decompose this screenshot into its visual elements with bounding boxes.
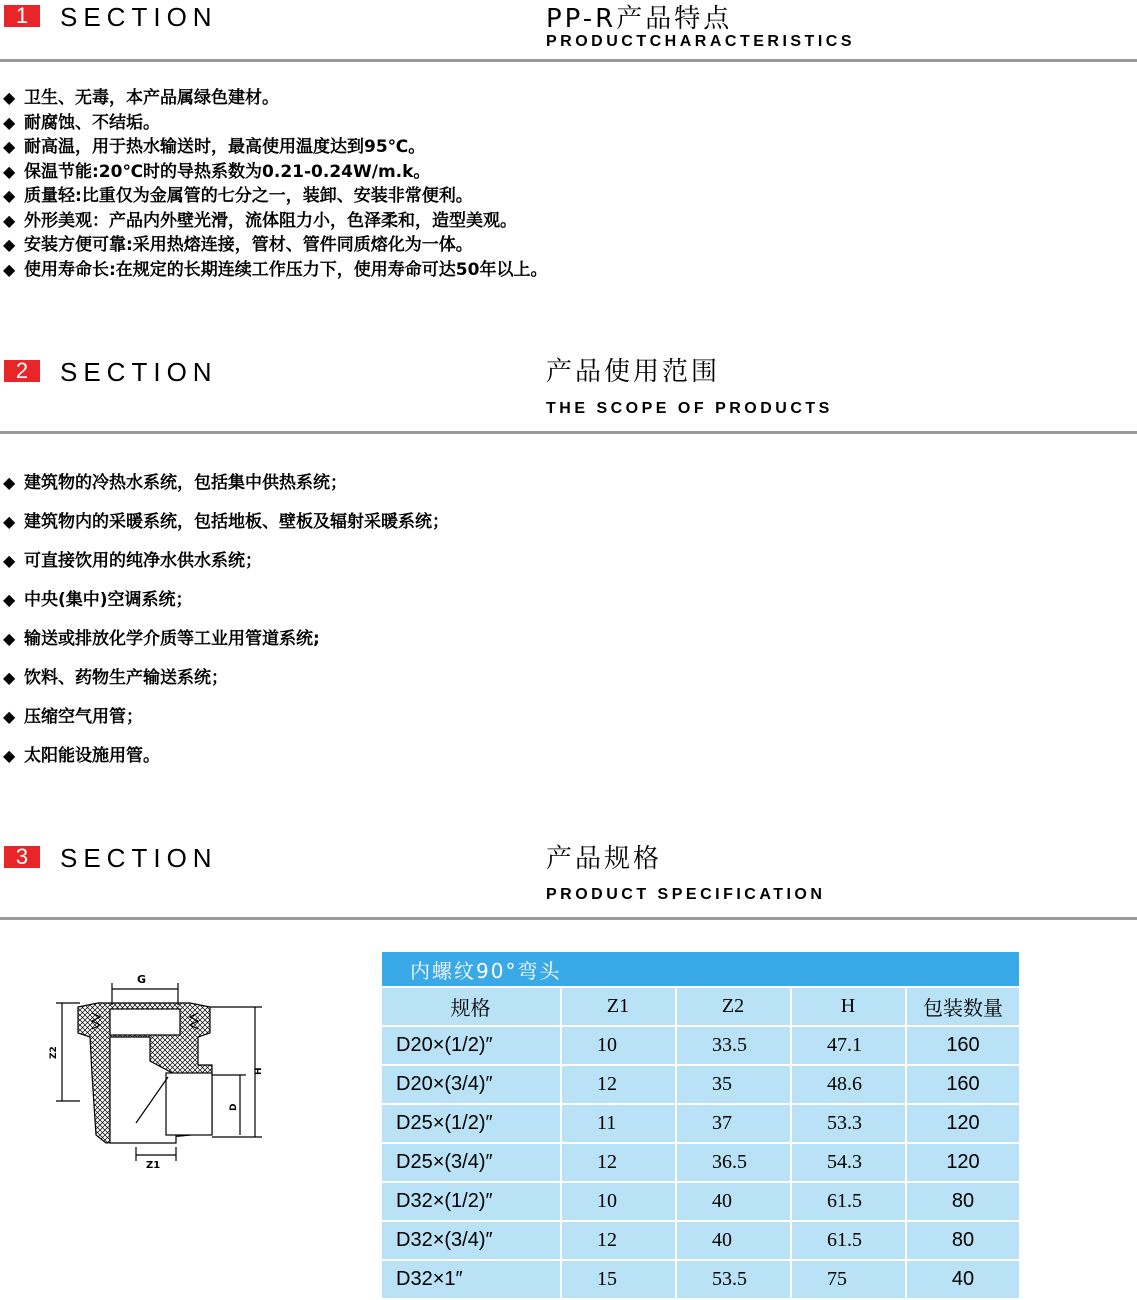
- cell-z2: 40: [677, 1222, 792, 1261]
- cell-spec: D20×(1/2)″: [382, 1027, 562, 1066]
- cell-qty: 80: [907, 1183, 1021, 1222]
- table-caption-row: [382, 952, 1021, 988]
- section-word: SECTION: [60, 2, 218, 32]
- table-row: [382, 1066, 1021, 1105]
- characteristics-list: [0, 86, 547, 282]
- cell-h: 54.3: [792, 1144, 907, 1183]
- section-number: 3: [4, 846, 40, 868]
- diamond-bullet-icon: ◆: [3, 668, 16, 687]
- table-row: [382, 1144, 1021, 1183]
- list-item: ◆ 安装方便可靠:采用热熔连接，管材、管件同质熔化为一体。: [0, 233, 547, 258]
- cell-spec: D32×(3/4)″: [382, 1222, 562, 1261]
- diamond-bullet-icon: ◆: [3, 473, 16, 492]
- section-number: 1: [4, 5, 40, 27]
- list-item: ◆ 中央(集中)空调系统；: [3, 590, 193, 610]
- list-item: ◆ 卫生、无毒，本产品属绿色建材。: [0, 86, 547, 111]
- list-item: ◆ 使用寿命长:在规定的长期连续工作压力下，使用寿命可达50年以上。: [0, 258, 547, 283]
- cell-z1: 15: [562, 1261, 677, 1300]
- cell-spec: D20×(3/4)″: [382, 1066, 562, 1105]
- diamond-bullet-icon: ◆: [3, 512, 16, 531]
- cell-qty: 40: [907, 1261, 1021, 1300]
- section-word: SECTION: [60, 843, 218, 873]
- elbow-fitting-drawing: [40, 965, 280, 1175]
- cell-h: 47.1: [792, 1027, 907, 1066]
- table-caption: 内螺纹90°弯头: [382, 952, 1021, 988]
- list-item: ◆ 质量轻:比重仅为金属管的七分之一，装卸、安装非常便利。: [0, 184, 547, 209]
- cell-z2: 33.5: [677, 1027, 792, 1066]
- cell-z2: 40: [677, 1183, 792, 1222]
- cell-qty: 120: [907, 1144, 1021, 1183]
- section-title-en: THE SCOPE OF PRODUCTS: [546, 400, 833, 417]
- cell-qty: 120: [907, 1105, 1021, 1144]
- list-item: ◆ 压缩空气用管；: [3, 707, 143, 727]
- table-row: [382, 1261, 1021, 1300]
- list-item: ◆ 耐腐蚀、不结垢。: [0, 111, 547, 136]
- diamond-bullet-icon: ◆: [3, 186, 16, 205]
- spec-table: [382, 952, 1021, 1300]
- cell-z2: 36.5: [677, 1144, 792, 1183]
- cell-h: 61.5: [792, 1222, 907, 1261]
- dim-label-d: D: [229, 1103, 239, 1111]
- cell-qty: 80: [907, 1222, 1021, 1261]
- diamond-bullet-icon: ◆: [3, 235, 16, 254]
- diamond-bullet-icon: ◆: [3, 629, 16, 648]
- list-item: ◆ 可直接饮用的纯净水供水系统；: [3, 551, 262, 571]
- cell-spec: D25×(1/2)″: [382, 1105, 562, 1144]
- section-divider: [0, 917, 1137, 920]
- cell-h: 48.6: [792, 1066, 907, 1105]
- cell-h: 75: [792, 1261, 907, 1300]
- list-item: ◆ 耐高温，用于热水输送时，最高使用温度达到95℃。: [0, 135, 547, 160]
- cell-z1: 10: [562, 1027, 677, 1066]
- cell-spec: D25×(3/4)″: [382, 1144, 562, 1183]
- diamond-bullet-icon: ◆: [3, 590, 16, 609]
- list-item: ◆ 外形美观：产品内外壁光滑，流体阻力小，色泽柔和，造型美观。: [0, 209, 547, 234]
- list-item: ◆ 保温节能:20℃时的导热系数为0.21-0.24W/m.k。: [0, 160, 547, 185]
- table-row: [382, 1222, 1021, 1261]
- section-number: 2: [4, 360, 40, 382]
- diamond-bullet-icon: ◆: [3, 112, 16, 132]
- cell-h: 53.3: [792, 1105, 907, 1144]
- diamond-bullet-icon: ◆: [3, 161, 16, 181]
- section-title-cn: PP-R产品特点: [546, 4, 733, 34]
- table-row: [382, 1183, 1021, 1222]
- cell-qty: 160: [907, 1027, 1021, 1066]
- dim-label-z2: Z2: [49, 1046, 59, 1059]
- cell-z1: 10: [562, 1183, 677, 1222]
- header-z2: Z2: [677, 988, 792, 1027]
- header-h: H: [792, 988, 907, 1027]
- list-item: ◆ 太阳能设施用管。: [3, 746, 160, 766]
- list-item: ◆ 饮料、药物生产输送系统；: [3, 668, 228, 688]
- header-qty: 包装数量: [907, 988, 1021, 1027]
- section-divider: [0, 431, 1137, 434]
- section-divider: [0, 59, 1137, 62]
- diamond-bullet-icon: ◆: [3, 707, 16, 726]
- elbow-fitting-svg: [40, 965, 280, 1175]
- cell-h: 61.5: [792, 1183, 907, 1222]
- cell-z2: 35: [677, 1066, 792, 1105]
- diamond-bullet-icon: ◆: [3, 746, 16, 765]
- cell-spec: D32×(1/2)″: [382, 1183, 562, 1222]
- diamond-bullet-icon: ◆: [3, 210, 16, 230]
- cell-z2: 37: [677, 1105, 792, 1144]
- header-spec: 规格: [382, 988, 562, 1027]
- table-row: [382, 1027, 1021, 1066]
- cell-z1: 12: [562, 1222, 677, 1261]
- cell-z1: 12: [562, 1066, 677, 1105]
- dim-label-g: G: [137, 973, 147, 986]
- section-title-cn: 产品使用范围: [546, 357, 721, 387]
- header-z1: Z1: [562, 988, 677, 1027]
- list-item: ◆ 建筑物内的采暖系统，包括地板、壁板及辐射采暖系统；: [3, 512, 449, 532]
- section-title-en: PRODUCT SPECIFICATION: [546, 886, 826, 903]
- diamond-bullet-icon: ◆: [3, 259, 16, 279]
- diamond-bullet-icon: ◆: [3, 551, 16, 570]
- cell-z1: 12: [562, 1144, 677, 1183]
- cell-z2: 53.5: [677, 1261, 792, 1300]
- list-item: ◆ 输送或排放化学介质等工业用管道系统;: [3, 629, 320, 649]
- list-item: ◆ 建筑物的冷热水系统，包括集中供热系统；: [3, 473, 347, 493]
- section-word: SECTION: [60, 357, 218, 387]
- diamond-bullet-icon: ◆: [3, 137, 16, 156]
- cell-z1: 11: [562, 1105, 677, 1144]
- cell-spec: D32×1″: [382, 1261, 562, 1300]
- table-row: [382, 1105, 1021, 1144]
- dim-label-z1: Z1: [146, 1160, 161, 1171]
- cell-qty: 160: [907, 1066, 1021, 1105]
- scope-list: [0, 471, 449, 783]
- table-header-row: [382, 988, 1021, 1027]
- dim-label-h: H: [254, 1067, 264, 1075]
- section-title-cn: 产品规格: [546, 844, 663, 874]
- section-title-en: PRODUCTCHARACTERISTICS: [546, 33, 855, 50]
- diamond-bullet-icon: ◆: [3, 88, 16, 107]
